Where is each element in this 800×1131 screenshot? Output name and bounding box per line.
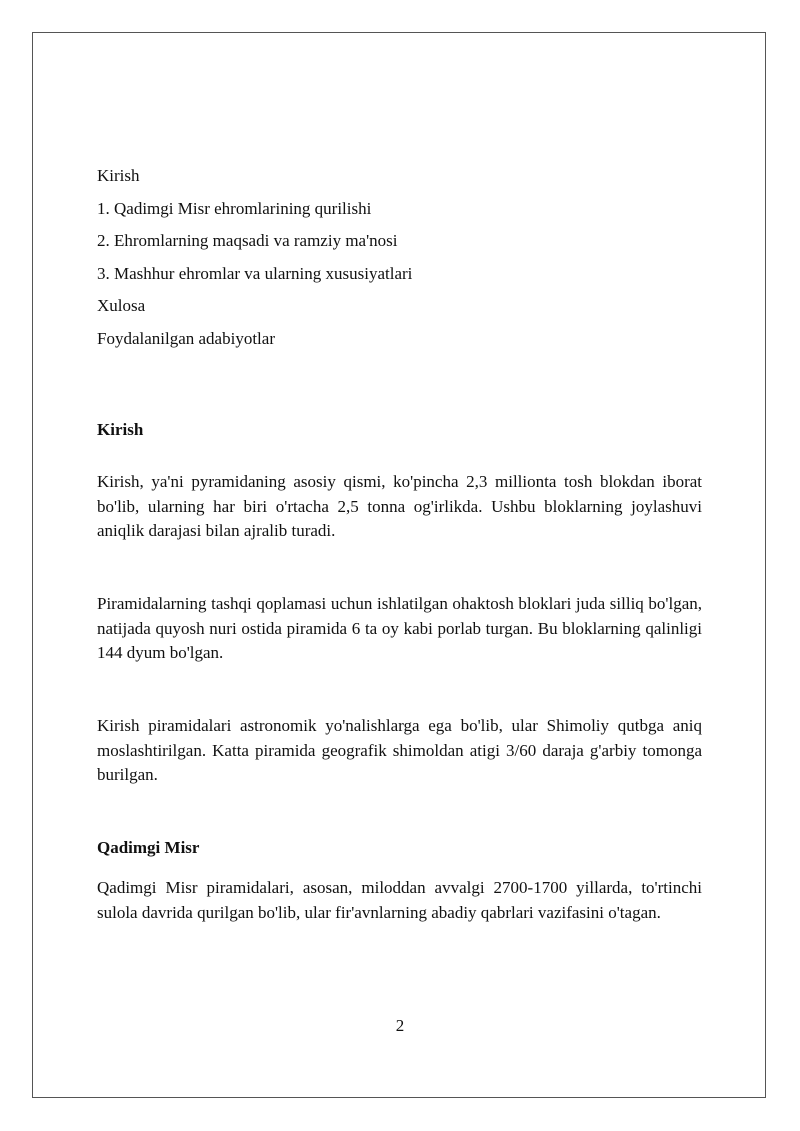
- paragraph: Kirish piramidalari astronomik yo'nalishlarga ega bo'lib, ular Shimoliy qutbga aniq moslashtirilgan. Katta piramida geografik shimoldan atigi 3/60 daraja g'arbiy tomonga burilgan.: [97, 716, 702, 784]
- paragraph: Kirish, ya'ni pyramidaning asosiy qismi, ko'pincha 2,3 millionta tosh blokdan iborat bo'lib, ularning har biri o'rtacha 2,5 tonna og'irlikda. Ushbu bloklarning joylashuvi aniqlik darajasi bilan ajralib turadi.: [97, 472, 702, 540]
- toc-item: Xulosa: [97, 296, 146, 315]
- table-of-contents: [97, 160, 702, 355]
- section-heading-qadimgi-misr: Qadimgi Misr: [97, 838, 200, 857]
- toc-item: Foydalanilgan adabiyotlar: [97, 328, 275, 348]
- paragraph: Qadimgi Misr piramidalari, asosan, miloddan avvalgi 2700-1700 yillarda, to'rtinchi sulola davrida qurilgan bo'lib, ular fir'avnlarning abadiy qabrlari vazifasini o'tagan.: [97, 878, 702, 922]
- toc-item: 1. Qadimgi Misr ehromlarining qurilishi: [97, 198, 372, 218]
- toc-item: Kirish: [97, 166, 140, 185]
- page-number: 2: [395, 1016, 405, 1035]
- toc-item: 3. Mashhur ehromlar va ularning xususiyatlari: [97, 263, 413, 283]
- toc-item: 2. Ehromlarning maqsadi va ramziy ma'nosi: [97, 231, 398, 250]
- section-heading-kirish: Kirish: [97, 420, 144, 439]
- paragraph: Piramidalarning tashqi qoplamasi uchun ishlatilgan ohaktosh bloklari juda silliq bo'lgan, natijada quyosh nuri ostida piramida 6 ta oy kabi porlab turgan. Bu bloklarning qalinligi 144 dyum bo'lgan.: [97, 594, 702, 662]
